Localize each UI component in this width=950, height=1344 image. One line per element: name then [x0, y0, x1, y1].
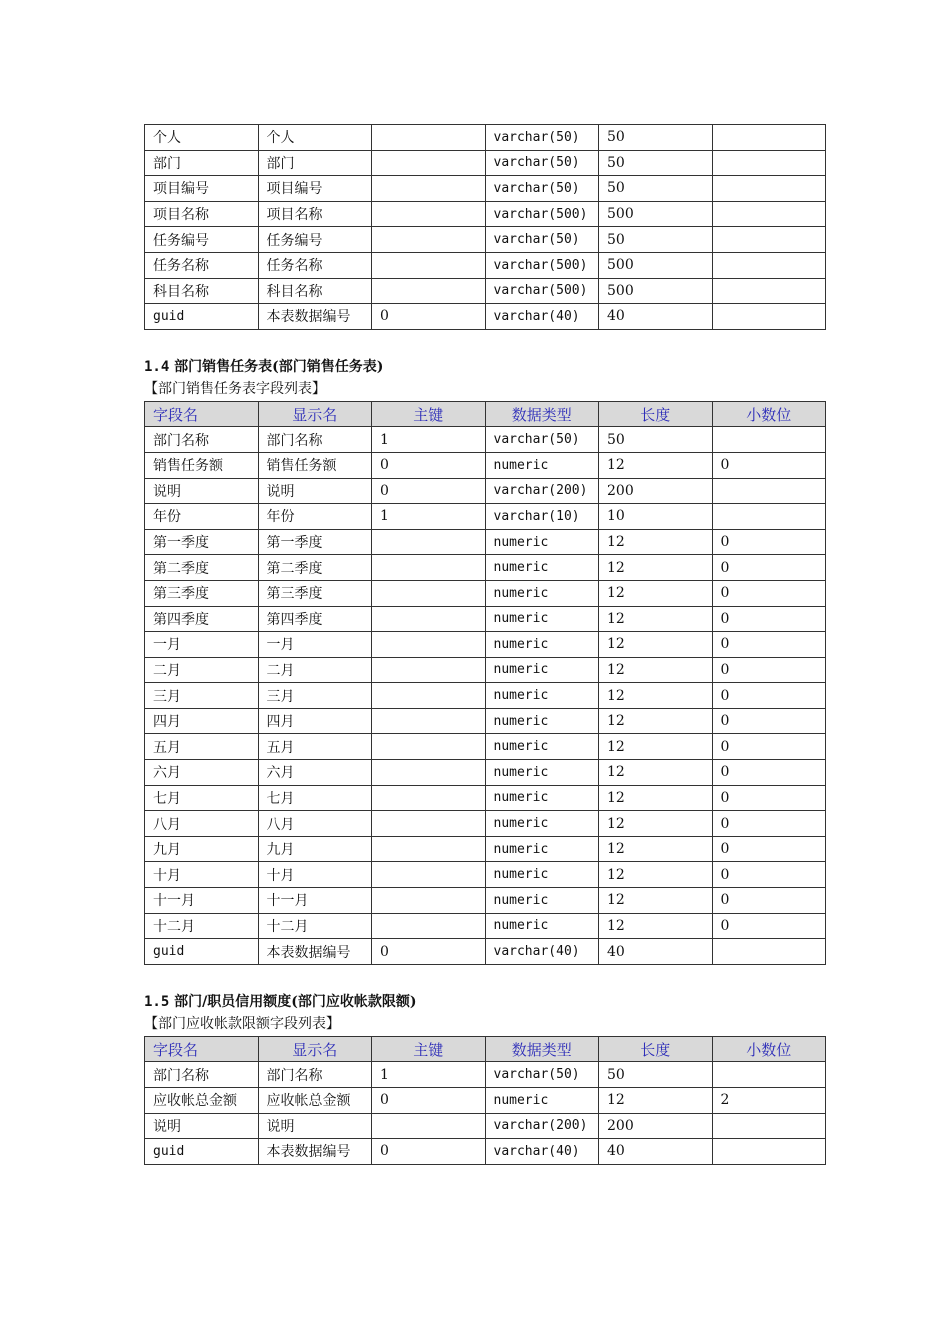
table-cell: 0 [712, 734, 826, 760]
table-cell: 个人 [258, 125, 372, 151]
table-cell: 12 [599, 836, 713, 862]
table-cell: 任务名称 [145, 252, 259, 278]
table-cell: 第一季度 [145, 529, 259, 555]
table-cell: 部门名称 [258, 427, 372, 453]
table-row [145, 836, 826, 862]
table-cell: 第二季度 [145, 555, 259, 581]
table-cell: 十一月 [145, 888, 259, 914]
table-cell [372, 555, 486, 581]
table-cell [712, 939, 826, 965]
table-cell: 12 [599, 708, 713, 734]
table-cell: 0 [372, 478, 486, 504]
table-cell [372, 888, 486, 914]
table-row [145, 811, 826, 837]
table-cell: 12 [599, 580, 713, 606]
column-header: 显示名 [258, 401, 372, 427]
table-cell [372, 176, 486, 202]
table-row [145, 683, 826, 709]
table-cell [372, 683, 486, 709]
table-cell: 二月 [258, 657, 372, 683]
table-cell [372, 1113, 486, 1139]
table-cell: 八月 [258, 811, 372, 837]
column-header: 主键 [372, 1036, 486, 1062]
table-cell [712, 304, 826, 330]
section-number: 1.5 [144, 993, 170, 1010]
table-cell [372, 252, 486, 278]
table-cell: 0 [712, 888, 826, 914]
table-row [145, 1062, 826, 1088]
table-cell: varchar(200) [485, 478, 599, 504]
table-cell: 40 [599, 1139, 713, 1165]
table-cell: 500 [599, 278, 713, 304]
table-row [145, 504, 826, 530]
table-row [145, 478, 826, 504]
table-cell: 部门名称 [258, 1062, 372, 1088]
table-cell: 项目编号 [258, 176, 372, 202]
table-cell: 六月 [145, 760, 259, 786]
table-cell: 第四季度 [145, 606, 259, 632]
section-title: 部门销售任务表(部门销售任务表) [174, 358, 384, 375]
table-cell: guid [145, 1139, 259, 1165]
table-cell [712, 176, 826, 202]
table-cell: 12 [599, 888, 713, 914]
table-cell: 0 [712, 683, 826, 709]
table-cell: varchar(50) [485, 150, 599, 176]
table-row [145, 278, 826, 304]
column-header: 长度 [599, 401, 713, 427]
table-cell: 0 [712, 862, 826, 888]
table-cell: 12 [599, 1088, 713, 1114]
table-cell: varchar(200) [485, 1113, 599, 1139]
table-cell: 12 [599, 760, 713, 786]
spacer [144, 965, 825, 991]
table-cell: 七月 [258, 785, 372, 811]
table-cell: 项目名称 [145, 201, 259, 227]
table-cell: 2 [712, 1088, 826, 1114]
table-cell: 年份 [258, 504, 372, 530]
table-cell: 0 [712, 580, 826, 606]
table-row [145, 125, 826, 151]
section-heading [144, 991, 825, 1013]
table-cell: 本表数据编号 [258, 939, 372, 965]
table-cell: 50 [599, 176, 713, 202]
spacer [144, 330, 825, 356]
table-cell: 40 [599, 304, 713, 330]
table-row [145, 632, 826, 658]
table-cell: 0 [712, 708, 826, 734]
table-cell [372, 760, 486, 786]
table-cell: 12 [599, 734, 713, 760]
header-row [145, 401, 826, 427]
table-cell: 十二月 [258, 913, 372, 939]
table-cell: numeric [485, 734, 599, 760]
table-cell [712, 504, 826, 530]
table-cell: 0 [712, 452, 826, 478]
table-row [145, 529, 826, 555]
table-cell: 项目名称 [258, 201, 372, 227]
table-cell: 十月 [145, 862, 259, 888]
table-row [145, 227, 826, 253]
table-cell: 第三季度 [145, 580, 259, 606]
table-cell: 任务编号 [145, 227, 259, 253]
table-row [145, 452, 826, 478]
column-header: 数据类型 [485, 401, 599, 427]
table-header [145, 401, 826, 427]
table-cell: 12 [599, 811, 713, 837]
table-cell: 科目名称 [258, 278, 372, 304]
table-cell: 0 [712, 913, 826, 939]
column-header: 长度 [599, 1036, 713, 1062]
table-cell: 50 [599, 1062, 713, 1088]
table-row [145, 1139, 826, 1165]
table-cell [712, 227, 826, 253]
table-cell: 本表数据编号 [258, 304, 372, 330]
table-cell [372, 529, 486, 555]
table-cell: 应收帐总金额 [258, 1088, 372, 1114]
table-cell: 0 [372, 304, 486, 330]
table-cell: varchar(50) [485, 227, 599, 253]
table-cell: 说明 [258, 1113, 372, 1139]
fields-table-sales-task [144, 401, 826, 965]
table-cell: 九月 [258, 836, 372, 862]
table-cell: 200 [599, 478, 713, 504]
table-cell: varchar(500) [485, 252, 599, 278]
table-cell: 销售任务额 [258, 452, 372, 478]
header-row [145, 1036, 826, 1062]
table-cell: numeric [485, 1088, 599, 1114]
table-row [145, 939, 826, 965]
table-cell: 1 [372, 427, 486, 453]
table-cell: numeric [485, 888, 599, 914]
column-header: 显示名 [258, 1036, 372, 1062]
table-cell: 八月 [145, 811, 259, 837]
table-row [145, 657, 826, 683]
table-row [145, 606, 826, 632]
table-cell: 五月 [258, 734, 372, 760]
table-cell: numeric [485, 580, 599, 606]
table-cell [712, 125, 826, 151]
table-cell: 50 [599, 427, 713, 453]
table-cell: 说明 [145, 1113, 259, 1139]
table-cell: 0 [712, 811, 826, 837]
table-cell [372, 632, 486, 658]
table-cell: numeric [485, 452, 599, 478]
table-cell: 12 [599, 632, 713, 658]
table-cell: 0 [712, 529, 826, 555]
table-header [145, 1036, 826, 1062]
table-cell [372, 150, 486, 176]
table-cell [372, 125, 486, 151]
table-cell: numeric [485, 529, 599, 555]
table-cell: 四月 [258, 708, 372, 734]
table-cell: 0 [712, 606, 826, 632]
table-cell [372, 862, 486, 888]
table-cell [712, 1113, 826, 1139]
table-cell: numeric [485, 785, 599, 811]
table-cell: 50 [599, 150, 713, 176]
table-cell: numeric [485, 913, 599, 939]
table-row [145, 150, 826, 176]
table-cell: 0 [372, 1139, 486, 1165]
table-cell: 500 [599, 201, 713, 227]
table-cell: 12 [599, 555, 713, 581]
table-cell [372, 201, 486, 227]
table-cell: varchar(50) [485, 176, 599, 202]
table-cell: numeric [485, 683, 599, 709]
table-cell [372, 227, 486, 253]
table-body [145, 125, 826, 330]
table-cell [712, 1062, 826, 1088]
table-cell: 十二月 [145, 913, 259, 939]
fields-table-top [144, 124, 826, 330]
table-cell: 第三季度 [258, 580, 372, 606]
column-header: 字段名 [145, 401, 259, 427]
table-cell: 10 [599, 504, 713, 530]
table-cell: varchar(50) [485, 427, 599, 453]
table-cell: 部门 [258, 150, 372, 176]
table-cell: 项目编号 [145, 176, 259, 202]
table-cell: 本表数据编号 [258, 1139, 372, 1165]
table-cell: 0 [712, 657, 826, 683]
table-cell: varchar(40) [485, 304, 599, 330]
table-cell: 0 [712, 760, 826, 786]
section-number: 1.4 [144, 358, 170, 375]
table-cell [372, 278, 486, 304]
table-row [145, 1113, 826, 1139]
table-cell: 任务名称 [258, 252, 372, 278]
column-header: 小数位 [712, 1036, 826, 1062]
table-cell [372, 657, 486, 683]
table-cell: 第二季度 [258, 555, 372, 581]
table-cell: 1 [372, 504, 486, 530]
table-cell [712, 427, 826, 453]
table-cell: 12 [599, 913, 713, 939]
table-cell: 0 [712, 836, 826, 862]
table-row [145, 176, 826, 202]
table-cell [372, 836, 486, 862]
table-cell: numeric [485, 760, 599, 786]
table-cell: varchar(500) [485, 201, 599, 227]
table-cell: numeric [485, 555, 599, 581]
table-body [145, 427, 826, 964]
table-cell: 0 [712, 632, 826, 658]
table-cell: 五月 [145, 734, 259, 760]
table-caption: 【部门应收帐款限额字段列表】 [144, 1015, 340, 1032]
table-cell [372, 811, 486, 837]
table-row [145, 304, 826, 330]
table-cell: 50 [599, 125, 713, 151]
table-cell: 销售任务额 [145, 452, 259, 478]
table-cell: numeric [485, 606, 599, 632]
table-cell: 二月 [145, 657, 259, 683]
table-row [145, 913, 826, 939]
table-cell: guid [145, 304, 259, 330]
fields-table-credit-limit [144, 1036, 826, 1165]
table-cell: 十月 [258, 862, 372, 888]
table-cell: 个人 [145, 125, 259, 151]
table-cell: 七月 [145, 785, 259, 811]
table-cell [712, 201, 826, 227]
column-header: 小数位 [712, 401, 826, 427]
table-cell [712, 1139, 826, 1165]
table-cell: 200 [599, 1113, 713, 1139]
table-row [145, 785, 826, 811]
table-cell: 12 [599, 862, 713, 888]
table-cell [372, 785, 486, 811]
table-cell: 0 [712, 785, 826, 811]
table-row [145, 555, 826, 581]
table-cell: 一月 [145, 632, 259, 658]
document-page [144, 124, 825, 1165]
column-header: 数据类型 [485, 1036, 599, 1062]
table-cell: 12 [599, 683, 713, 709]
section-title: 部门/职员信用额度(部门应收帐款限额) [174, 993, 417, 1010]
table-cell: numeric [485, 836, 599, 862]
table-cell: 九月 [145, 836, 259, 862]
table-cell: 第四季度 [258, 606, 372, 632]
table-cell: 四月 [145, 708, 259, 734]
section-heading [144, 356, 825, 378]
table-cell: 40 [599, 939, 713, 965]
table-cell: 0 [372, 452, 486, 478]
table-cell: 0 [372, 1088, 486, 1114]
table-cell: 三月 [145, 683, 259, 709]
table-row [145, 708, 826, 734]
table-cell: varchar(10) [485, 504, 599, 530]
table-cell: 应收帐总金额 [145, 1088, 259, 1114]
table-cell [712, 150, 826, 176]
table-cell: 12 [599, 606, 713, 632]
column-header: 字段名 [145, 1036, 259, 1062]
table-cell: 12 [599, 785, 713, 811]
table-row [145, 252, 826, 278]
table-cell: 第一季度 [258, 529, 372, 555]
table-cell: 说明 [258, 478, 372, 504]
table-cell: numeric [485, 632, 599, 658]
table-cell: 说明 [145, 478, 259, 504]
table-cell: 一月 [258, 632, 372, 658]
table-cell [712, 252, 826, 278]
table-cell: 任务编号 [258, 227, 372, 253]
table-cell: 十一月 [258, 888, 372, 914]
table-cell: 0 [372, 939, 486, 965]
table-cell: numeric [485, 862, 599, 888]
table-cell: varchar(500) [485, 278, 599, 304]
table-cell: 部门名称 [145, 427, 259, 453]
table-cell: 科目名称 [145, 278, 259, 304]
table-cell: varchar(50) [485, 1062, 599, 1088]
table-cell: 12 [599, 529, 713, 555]
table-cell: 500 [599, 252, 713, 278]
table-cell: varchar(40) [485, 939, 599, 965]
table-cell [372, 580, 486, 606]
table-cell: 12 [599, 657, 713, 683]
table-cell: 三月 [258, 683, 372, 709]
table-row [145, 1088, 826, 1114]
table-cell: 0 [712, 555, 826, 581]
table-cell [372, 734, 486, 760]
table-cell: 六月 [258, 760, 372, 786]
table-cell: 年份 [145, 504, 259, 530]
table-cell [372, 708, 486, 734]
table-cell [712, 478, 826, 504]
table-cell: varchar(40) [485, 1139, 599, 1165]
table-cell: varchar(50) [485, 125, 599, 151]
table-row [145, 862, 826, 888]
table-cell [372, 913, 486, 939]
table-row [145, 427, 826, 453]
table-row [145, 201, 826, 227]
table-cell [372, 606, 486, 632]
table-caption: 【部门销售任务表字段列表】 [144, 380, 326, 397]
table-cell: 1 [372, 1062, 486, 1088]
table-cell: 部门名称 [145, 1062, 259, 1088]
table-cell: 12 [599, 452, 713, 478]
column-header: 主键 [372, 401, 486, 427]
table-row [145, 734, 826, 760]
table-cell: numeric [485, 657, 599, 683]
table-cell: 部门 [145, 150, 259, 176]
table-cell: numeric [485, 708, 599, 734]
table-row [145, 580, 826, 606]
table-cell [712, 278, 826, 304]
table-row [145, 888, 826, 914]
table-cell: 50 [599, 227, 713, 253]
table-cell: numeric [485, 811, 599, 837]
table-body [145, 1062, 826, 1164]
table-cell: guid [145, 939, 259, 965]
table-row [145, 760, 826, 786]
